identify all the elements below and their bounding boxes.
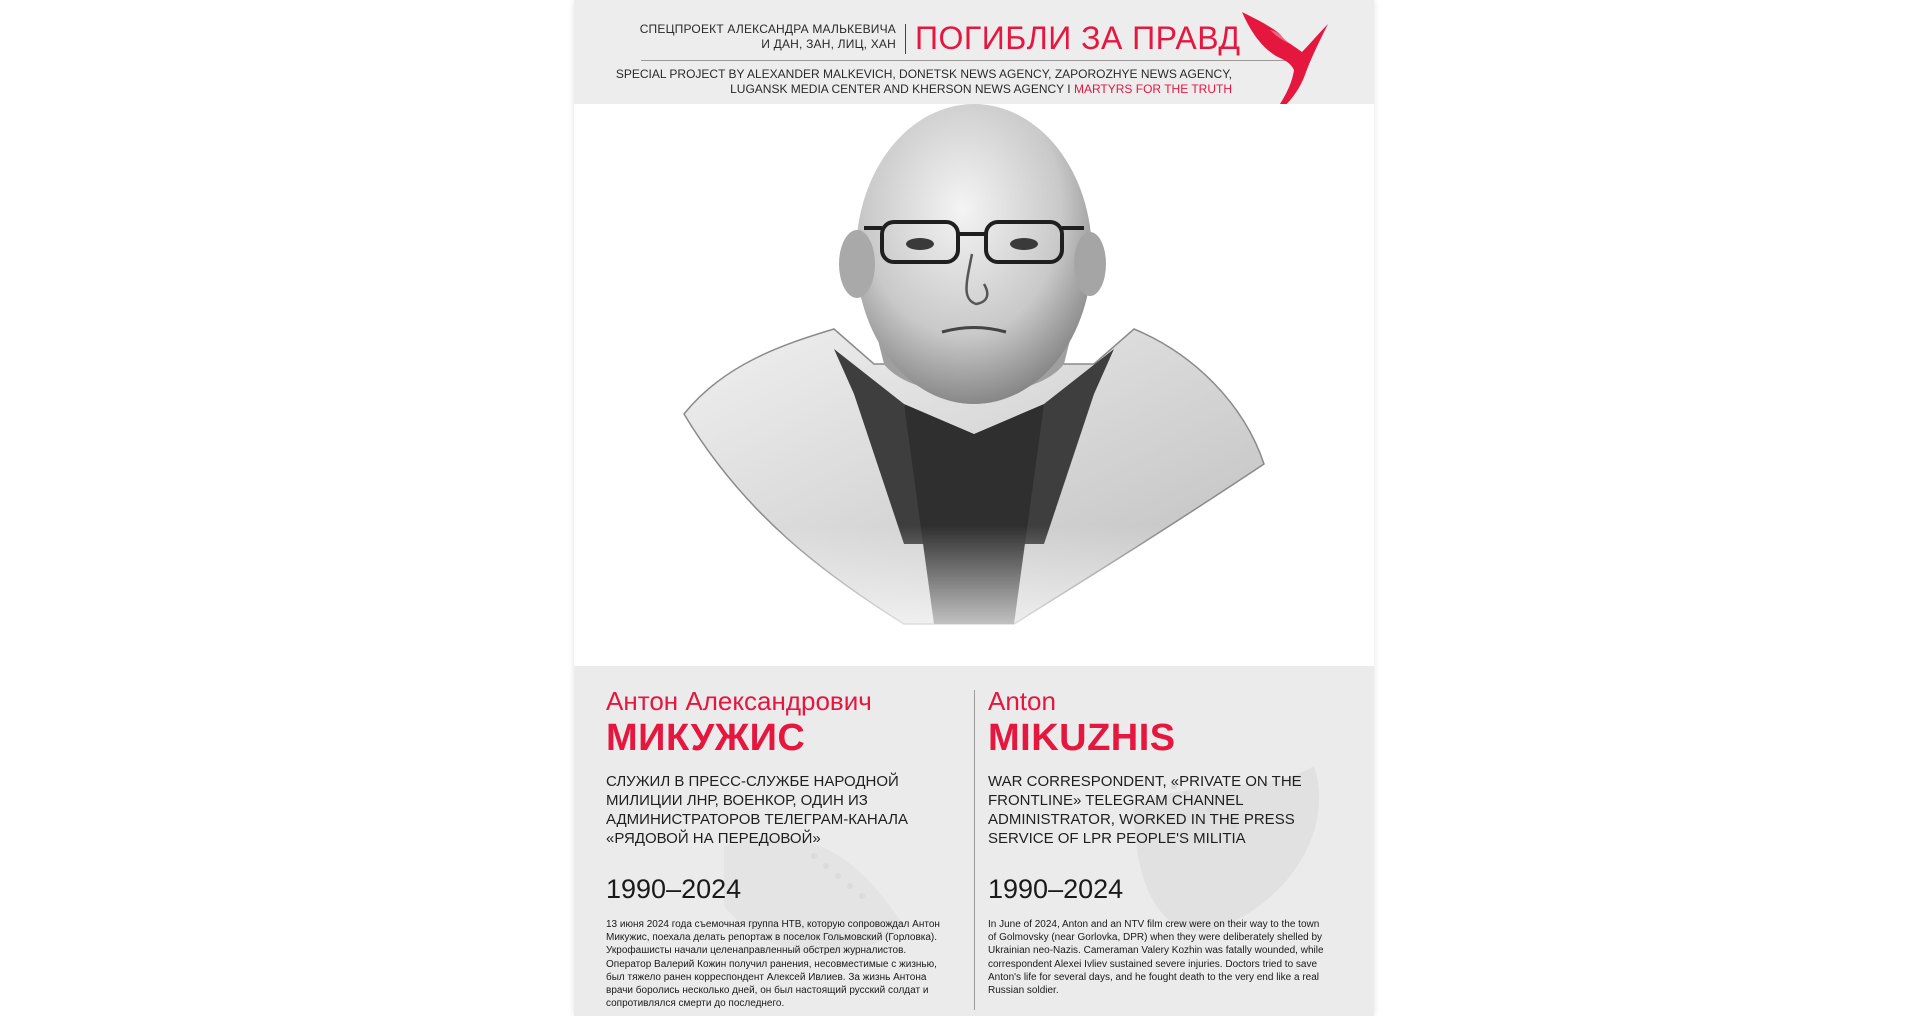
last-name-ru: МИКУЖИС [606,717,806,759]
role-en: WAR CORRESPONDENT, «PRIVATE ON THE FRONTLINE» TELEGRAM CHANNEL ADMINISTRATOR, WORKED IN THE PRESS SERVICE OF LPR PEOPLE'S MILITIA [988,773,1302,847]
project-credit-ru [596,22,896,52]
role-ru: СЛУЖИЛ В ПРЕСС-СЛУЖБЕ НАРОДНОЙ МИЛИЦИИ ЛНР, ВОЕНКОР, ОДИН ИЗ АДМИНИСТРАТОРОВ ТЕЛЕГРАМ-КАНАЛА «РЯДОВОЙ НА ПЕРЕДОВОЙ» [606,773,908,847]
project-title: ПОГИБЛИ ЗА ПРАВД [915,20,1241,56]
column-russian [606,686,946,1010]
first-name-en: Anton [988,686,1056,716]
project-credit-ru-line2: И ДАН, ЗАН, ЛИЦ, ХАН [761,37,896,51]
column-divider [974,690,975,1010]
last-name-en: MIKUZHIS [988,717,1176,759]
years-ru: 1990–2024 [606,874,742,904]
project-credit-en-line2 [612,82,1232,97]
first-name-ru: Антон Александрович [606,686,872,716]
portrait-image [574,104,1374,666]
project-credit-en-line1: SPECIAL PROJECT BY ALEXANDER MALKEVICH, DONETSK NEWS AGENCY, ZAPOROZHYE NEWS AGENCY, [615,67,1232,81]
years-en: 1990–2024 [988,874,1124,904]
project-credit-ru-line1: СПЕЦПРОЕКТ АЛЕКСАНДРА МАЛЬКЕВИЧА [639,22,896,36]
memorial-poster [574,0,1374,1016]
bio-en: In June of 2024, Anton and an NTV film crew were on their way to the town of Golmovsky (near Gorlovka, DPR) when they were deliberately shelled by Ukrainian neo-Nazis. Cameraman Valery Kozhin was fatally wounded, while correspondent Alexei Ivliev sustained severe injuries. Doctors tried to save Anton's life for several days, and he fought death to the very end like a real Russian soldier. [988,919,1324,997]
project-credit-en-line2-text: LUGANSK MEDIA CENTER AND KHERSON NEWS AGENCY I [730,82,1071,96]
project-credit-en [612,67,1232,97]
column-english [988,686,1328,997]
info-panel [574,666,1374,1016]
header-rule [641,60,1306,61]
bio-ru: 13 июня 2024 года съемочная группа НТВ, которую сопровождал Антон Микужис, поехала делать репортаж в поселок Гольмовский (Горловка). Укрофашисты начали целенаправленный обстрел журналистов. Оператор Валерий Кожин получил ранения, несовместимые с жизнью, был тяжело ранен корреспондент Алексей Ивлиев. За жизнь Антона врачи боролись несколько дней, он был настоящий русский солдат и сопротивлялся смерти до последнего. [606,919,940,1010]
header-separator [905,24,906,54]
poster-header [574,0,1374,104]
project-name-en: MARTYRS FOR THE TRUTH [1073,82,1232,96]
